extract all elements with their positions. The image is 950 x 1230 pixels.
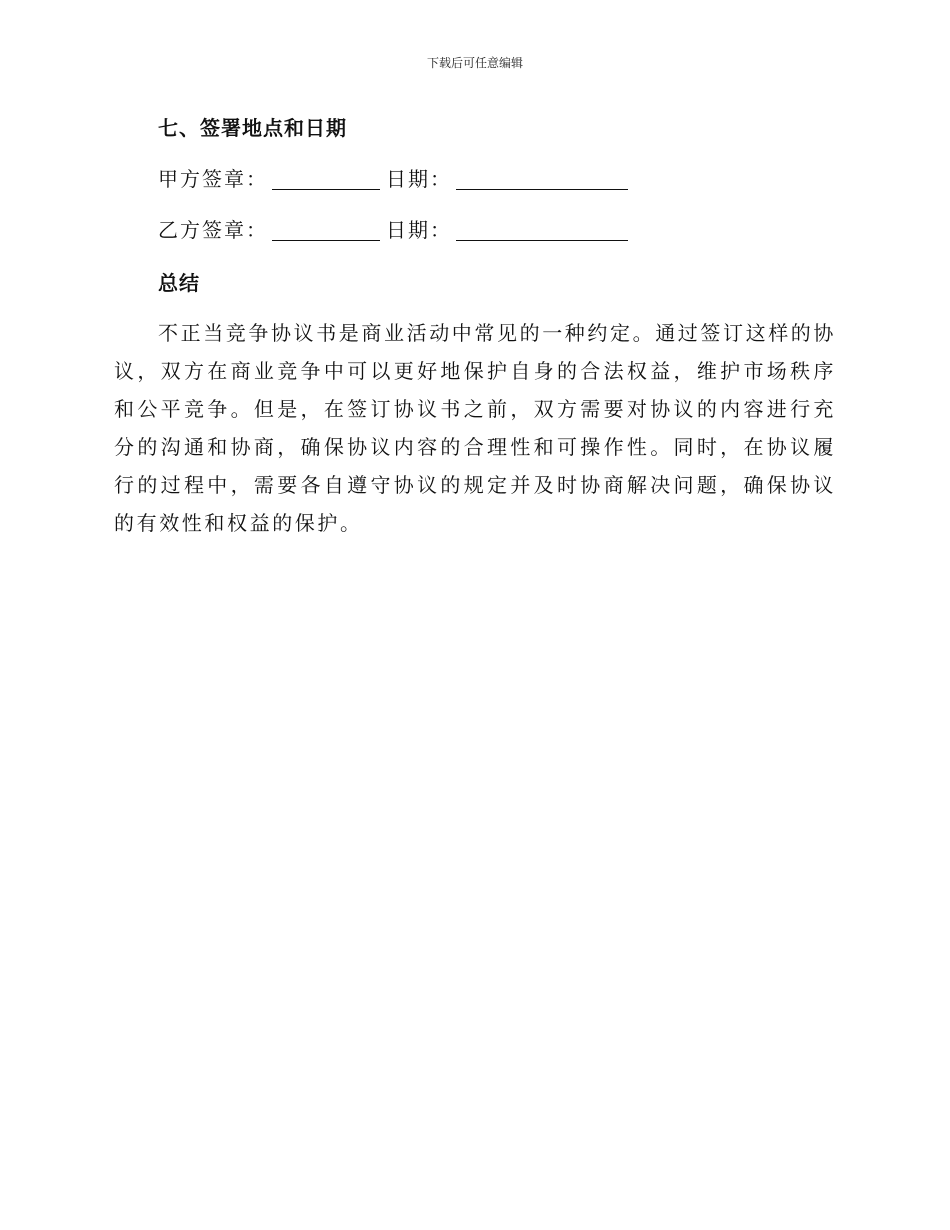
summary-paragraph: 不正当竞争协议书是商业活动中常见的一种约定。通过签订这样的协议，双方在商业竞争中可以更好地保护自身的合法权益，维护市场秩序和公平竞争。但是，在签订协议书之前，双方需要对协议的内容进行充分的沟通和协商，确保协议内容的合理性和可操作性。同时，在协议履行的过程中，需要各自遵守协议的规定并及时协商解决问题，确保协议的有效性和权益的保护。 [114,321,836,535]
party-a-signature-line [158,166,634,192]
page-header-note: 下载后可任意编辑 [426,56,523,70]
party-b-date-label: 日期： [386,218,452,242]
party-a-sign-label: 甲方签章： [158,167,268,191]
party-b-signature-line [158,217,634,243]
summary-heading: 总结 [158,271,200,295]
party-b-sign-blank[interactable] [272,220,380,241]
party-b-sign-label: 乙方签章： [158,218,268,242]
party-a-sign-blank[interactable] [272,169,380,190]
party-a-date-label: 日期： [386,167,452,191]
section-7-heading: 七、签署地点和日期 [158,116,347,140]
party-b-date-blank[interactable] [456,220,628,241]
party-a-date-blank[interactable] [456,169,628,190]
